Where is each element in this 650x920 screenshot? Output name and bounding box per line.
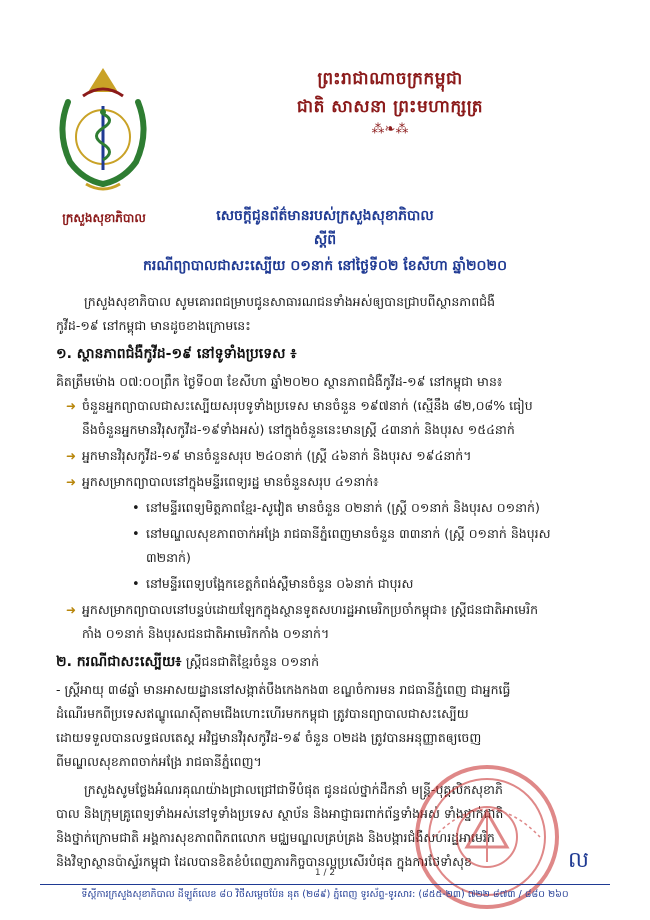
bullet-text: អ្នកសម្រាកព្យាបាលនៅក្នុងមន្ទីរពេទ្យរដ្ឋ មានចំនួនសរុប ៤១នាក់៖	[82, 474, 379, 489]
closing-line-1: ក្រសួងសូមថ្លែងអំណរគុណយ៉ាងជ្រាលជ្រៅជាទីបំផុត ជូនដល់ថ្នាក់ដឹកនាំ មន្ត្រី-បុគ្គលិកសុខាភិ	[84, 782, 503, 797]
bullet-us-embassy	[66, 598, 616, 622]
subbullet-text: នៅមន្ទីរពេទ្យបង្អែកខេត្តកំពង់ស្ពឺមានចំនួន ០៦នាក់ ជាបុរស	[146, 576, 414, 591]
intro-line-2: កូវីដ-១៩ នៅកម្ពុជា មានដូចខាងក្រោមនេះ	[56, 318, 251, 333]
ministry-label: ក្រសួងសុខាភិបាល	[62, 211, 146, 225]
intro-line-1: ក្រសួងសុខាភិបាល សូមគោរពជម្រាបជូនសាធារណជនទាំងអស់ឲ្យបានជ្រាបពីស្ថានភាពជំងឺ	[84, 294, 496, 309]
arrow-bullet-icon: ➜	[66, 475, 77, 489]
arrow-bullet-icon: ➜	[66, 449, 77, 463]
national-motto: ជាតិ សាសនា ព្រះមហាក្សត្រ	[296, 97, 484, 117]
subbullet-text: នៅមន្ទីរពេទ្យមិត្តភាពខ្មែរ-សូវៀត មានចំនួន ០២នាក់ (ស្ត្រី ០១នាក់ និងបុរស ០១នាក់)	[146, 500, 540, 515]
kingdom-title: ព្រះរាជាណាចក្រកម្ពុជា	[317, 69, 463, 89]
closing-line-3: និងថ្នាក់ក្រោមជាតិ អង្គការសុខភាពពិភពលោក មជ្ឈមណ្ឌលគ្រប់គ្រង និងបង្ការជំងឺសហរដ្ឋអាមេរិក	[56, 830, 495, 845]
closing-line-4: និងវិទ្យាស្ថានប៉ាស្ទ័រកម្ពុជា ដែលបានខិតខំបំពេញភារកិច្ចបានល្អប្រសើរបំផុត ក្នុងការថែទាំសុខ	[56, 854, 472, 869]
section-1-lead: គិតត្រឹមម៉ោង ០៧:០០ព្រឹក ថ្ងៃទី០៣ ខែសីហា ឆ្នាំ២០២០ ស្ថានភាពជំងឺកូវីដ-១៩ នៅកម្ពុជា មាន៖	[56, 374, 503, 389]
footer-address: ទីស្តីការក្រសួងសុខាភិបាល ដីឡូត៍លេខ ៨០ វិថីសម្តេចប៉ែន នុត (២៨៩) ភ្នំពេញ ទូរស័ព្ទ-ទូរសារ: (៨៥៥-២៣) ៧២២ ៨៧៣ / ៨៨០ ២៦០	[81, 889, 569, 900]
subbullet-chak-angre-cont: ៣២នាក់)	[146, 550, 191, 565]
bullet-us-embassy-cont: កាំង ០១នាក់ និងបុរសជនជាតិអាមេរិកកាំង ០១នាក់។	[82, 626, 330, 641]
bullet-total-cases	[66, 444, 616, 468]
caduceus-emblem-icon	[48, 62, 158, 202]
dot-bullet-icon: •	[132, 577, 140, 592]
signature: ល	[568, 848, 589, 873]
bullet-recovered-cont: នឹងចំនួនអ្នកមានវិរុសកូវីដ-១៩ទាំងអស់) នៅក្នុងចំនួននេះមានស្រ្តី ៤៣នាក់ និងបុរស ១៥៤នាក់	[82, 422, 515, 437]
section-2-heading	[56, 652, 616, 673]
closing-line-2: បាល និងក្រុមគ្រូពេទ្យទាំងអស់នៅទូទាំងប្រទេស ស្ថាប័ន និងអាជ្ញាធរពាក់ព័ន្ធទាំងអស់ ទាំងថ្នាក់ជាតិ	[56, 806, 504, 821]
section-2-line-3: ដោយទទួលបានលទ្ធផលតេស្ត អវិជ្ជមានវិរុសកូវីដ-១៩ ចំនួន ០២ដង ត្រូវបានអនុញ្ញាតឲ្យចេញ	[56, 730, 482, 745]
bullet-text: អ្នកសម្រាកព្យាបាលនៅបន្ទប់ដោយឡែកក្នុងស្ថានទូតសហរដ្ឋអាមេរិកប្រចាំកម្ពុជា៖ ស្ត្រីជនជាតិអាមេរិក	[82, 602, 538, 617]
bullet-text: អ្នកមានវិរុសកូវីដ-១៩ មានចំនួនសរុប ២៤០នាក់ (ស្ត្រី ៤៦នាក់ និងបុរស ១៩៤នាក់។	[82, 448, 472, 463]
section-2-heading-rest: ស្រ្តីជនជាតិខ្មែរចំនួន ០១នាក់	[185, 654, 320, 669]
press-release-title: សេចក្តីជូនព័ត៌មានរបស់ក្រសួងសុខាភិបាល	[216, 208, 434, 224]
subbullet-khmer-soviet	[132, 496, 616, 521]
arrow-bullet-icon: ➜	[66, 399, 77, 413]
press-release-subject: ករណីព្យាបាលជាសះស្បើយ ០១នាក់ នៅថ្ងៃទី០២ ខែសីហា ឆ្នាំ២០២០	[143, 258, 507, 274]
section-2-line-2: ដំណើរមកពីប្រទេសឥណ្ឌូណេស៊ីតាមជើងហោះហើរមកកម្ពុជា ត្រូវបានព្យាបាលជាសះស្បើយ	[56, 706, 469, 721]
ministry-logo	[48, 62, 158, 202]
subbullet-chak-angre	[132, 522, 616, 547]
dot-bullet-icon: •	[132, 501, 140, 516]
bullet-text: ចំនួនអ្នកព្យាបាលជាសះស្បើយសរុបទូទាំងប្រទេស មានចំនួន ១៩៧នាក់ (ស្មើនឹង ៨២,០៨% ធៀប	[82, 398, 533, 413]
press-release-subject-label: ស្តីពី	[313, 232, 337, 248]
dot-bullet-icon: •	[132, 527, 140, 542]
bullet-hospitalized	[66, 470, 616, 494]
section-2-heading-bold: ២. ករណីជាសះស្បើយ៖	[56, 654, 182, 670]
subbullet-kampong-speu	[132, 572, 616, 597]
subbullet-text: នៅមណ្ឌលសុខភាពចាក់អង្រែ រាជធានីភ្នំពេញមានចំនួន ៣៣នាក់ (ស្ត្រី ០១នាក់ និងបុរស	[146, 526, 551, 541]
section-1-heading: ១. ស្ថានភាពជំងឺកូវីដ-១៩ នៅទូទាំងប្រទេស ៖	[56, 346, 297, 362]
page-number: 1 / 2	[314, 868, 336, 878]
header-ornament: ⁂❧⁂	[371, 122, 409, 137]
bullet-recovered	[66, 394, 616, 418]
footer-divider	[40, 884, 610, 885]
arrow-bullet-icon: ➜	[66, 603, 77, 617]
section-2-line-4: ពីមណ្ឌលសុខភាពចាក់អង្រែ រាជធានីភ្នំពេញ។	[56, 754, 262, 769]
section-2-line-1: - ស្រ្តីអាយុ ៣៨ឆ្នាំ មានអាសយដ្ឋាននៅសង្កាត់បឹងកេងកង៣ ខណ្ឌចំការមន រាជធានីភ្នំពេញ ជាអ្នកធ្វើ	[56, 682, 511, 697]
